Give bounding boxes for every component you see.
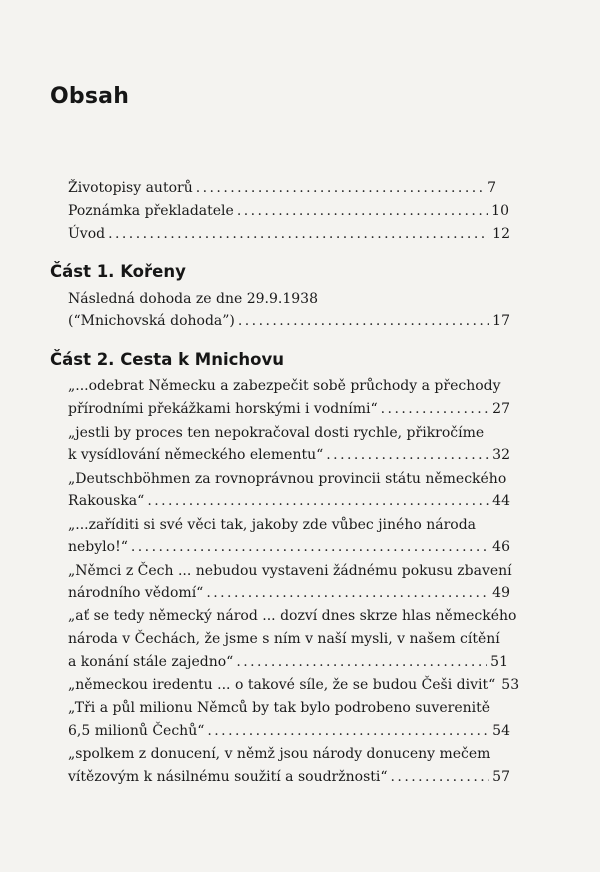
toc-page-number: 17: [492, 313, 510, 329]
toc-entry-p2-5: [0, 581, 600, 605]
toc-entry-line: „Deutschböhmen za rovnoprávnou provincii státu německého: [68, 471, 507, 487]
toc-entry-p2-2: [0, 443, 600, 467]
toc-entry-text: (“Mnichovská dohoda”): [68, 313, 235, 329]
dot-leader: [381, 397, 490, 421]
toc-entry-line: Následná dohoda ze dne 29.9.1938: [68, 291, 318, 307]
toc-entry-text: Úvod: [68, 226, 106, 242]
toc-page-number: 12: [492, 226, 510, 242]
toc-entry-line: „ať se tedy německý národ ... dozví dnes skrze hlas německého: [68, 608, 517, 624]
toc-entry-line: „...odebrat Německu a zabezpečit sobě průchody a přechody: [68, 378, 501, 394]
toc-page-number: 54: [492, 723, 510, 739]
page-title: Obsah: [50, 84, 130, 109]
dot-leader: [237, 199, 488, 223]
toc-entry-front-1: [0, 176, 600, 200]
dot-leader: [326, 443, 489, 467]
dot-leader: [238, 309, 489, 333]
toc-entry-line: „Němci z Čech ... nebudou vystaveni žádnému pokusu zbavení: [68, 563, 512, 579]
toc-entry-text: a konání stále zajedno“: [68, 654, 234, 670]
toc-entry-p2-8: [0, 719, 600, 743]
toc-entry-p2-1: [0, 397, 600, 421]
toc-page-number: 32: [492, 447, 510, 463]
toc-page-number: 49: [492, 585, 510, 601]
toc-entry-text: nebylo!“: [68, 539, 128, 555]
dot-leader: [147, 489, 489, 513]
dot-leader: [108, 222, 489, 246]
dot-leader: [206, 581, 489, 605]
toc-entry-text: Životopisy autorů: [68, 180, 193, 196]
toc-page-number: 44: [492, 493, 510, 509]
toc-entry-text: Rakouska“: [68, 493, 145, 509]
toc-page-number: 51: [490, 654, 508, 670]
toc-page-number: 7: [487, 180, 496, 196]
toc-entry-front-3: [0, 222, 600, 246]
toc-entry-text: 6,5 milionů Čechů“: [68, 723, 205, 739]
toc-page-number: 10: [491, 203, 509, 219]
toc-entry-p2-7: [0, 673, 600, 697]
part-2-heading: Část 2. Cesta k Mnichovu: [50, 350, 284, 369]
toc-entry-text: vítězovým k násilnému soužití a soudržnosti“: [68, 769, 388, 785]
dot-leader: [207, 719, 489, 743]
toc-entry-p2-4: [0, 535, 600, 559]
toc-entry-text: národního vědomí“: [68, 585, 204, 601]
part-1-heading: Část 1. Kořeny: [50, 262, 186, 281]
dot-leader: [196, 176, 484, 200]
toc-entry-text: „německou iredentu ... o takové síle, že se budou Češi divit“: [68, 677, 496, 693]
toc-entry-p2-3: [0, 489, 600, 513]
toc-entry-line: „jestli by proces ten nepokračoval dosti rychle, přikročíme: [68, 425, 485, 441]
toc-entry-front-2: [0, 199, 600, 223]
toc-entry-line: „...zaříditi si své věci tak, jakoby zde vůbec jiného národa: [68, 517, 477, 533]
toc-page-number: 53: [501, 677, 520, 693]
toc-entry-line: národa v Čechách, že jsme s ním v naší mysli, v našem cítění: [68, 631, 500, 647]
dot-leader: [391, 765, 490, 789]
toc-entry-line: „spolkem z donucení, v němž jsou národy donuceny mečem: [68, 746, 491, 762]
dot-leader: [131, 535, 489, 559]
toc-entry-p2-6: [0, 650, 600, 674]
toc-entry-text: k vysídlování německého elementu“: [68, 447, 324, 463]
toc-entry-text: Poznámka překladatele: [68, 203, 234, 219]
toc-entry-line: „Tři a půl milionu Němců by tak bylo podrobeno suverenitě: [68, 700, 491, 716]
toc-entry-p1-1: [0, 309, 600, 333]
toc-entry-text: přírodními překážkami horskými i vodními“: [68, 401, 378, 417]
dot-leader: [236, 650, 487, 674]
toc-page-number: 27: [492, 401, 510, 417]
toc-entry-p2-9: [0, 765, 600, 789]
toc-page-number: 57: [492, 769, 510, 785]
toc-page-number: 46: [492, 539, 510, 555]
